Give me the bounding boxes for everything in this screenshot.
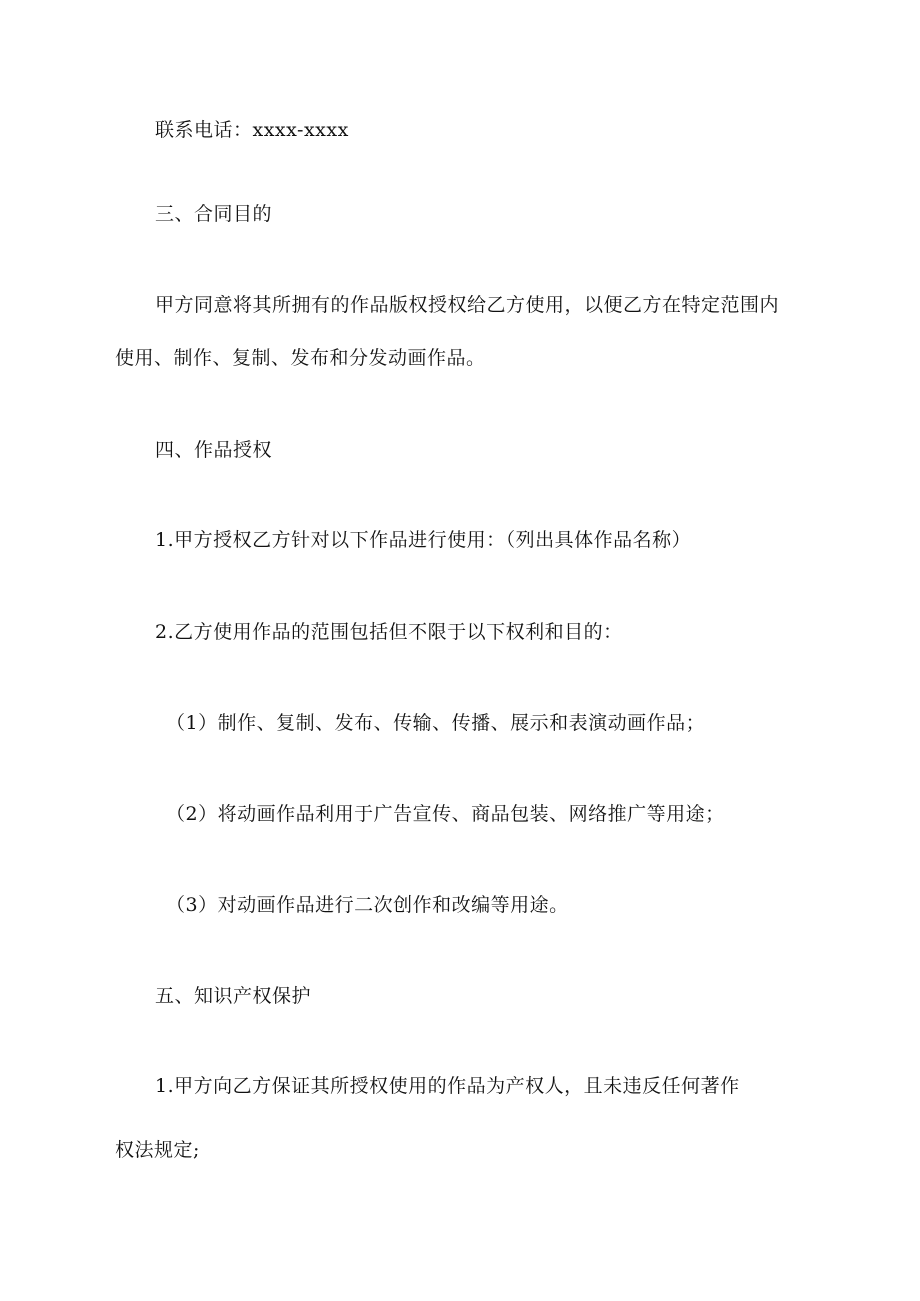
section-5-item-1-line-2: 权法规定;: [115, 1139, 200, 1161]
section-4-item-1: 1.甲方授权乙方针对以下作品进行使用：（列出具体作品名称）: [155, 529, 692, 551]
contact-phone-line: 联系电话：xxxx-xxxx: [155, 119, 349, 141]
section-3-heading: 三、合同目的: [155, 203, 273, 225]
section-3-paragraph-line-1: 甲方同意将其所拥有的作品版权授权给乙方使用，以便乙方在特定范围内: [155, 294, 780, 316]
section-4-subitem-1: （1）制作、复制、发布、传输、传播、展示和表演动画作品；: [166, 712, 706, 734]
section-4-heading: 四、作品授权: [155, 439, 273, 461]
section-4-subitem-3: （3）对动画作品进行二次创作和改编等用途。: [166, 894, 569, 916]
section-4-item-2: 2.乙方使用作品的范围包括但不限于以下权利和目的：: [155, 621, 623, 643]
section-5-item-1-line-1: 1.甲方向乙方保证其所授权使用的作品为产权人，且未违反任何著作: [155, 1075, 740, 1097]
section-5-heading: 五、知识产权保护: [155, 985, 312, 1007]
section-4-subitem-2: （2）将动画作品利用于广告宣传、商品包装、网络推广等用途；: [166, 803, 725, 825]
section-3-paragraph-line-2: 使用、制作、复制、发布和分发动画作品。: [115, 347, 486, 369]
